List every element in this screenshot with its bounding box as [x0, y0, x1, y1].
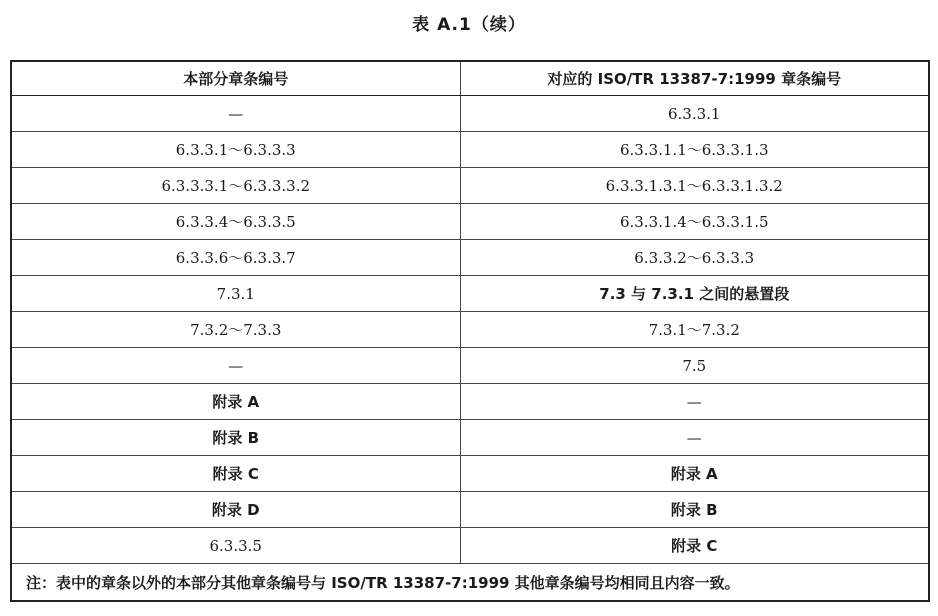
cell-iso: 6.3.3.1.4～6.3.3.1.5 [460, 204, 929, 240]
cell-this-part: 附录 B [11, 420, 460, 456]
table-row [11, 384, 929, 420]
cell-this-part: 7.3.2～7.3.3 [11, 312, 460, 348]
cell-iso: — [460, 420, 929, 456]
cell-this-part: 附录 A [11, 384, 460, 420]
cell-this-part: 6.3.3.5 [11, 528, 460, 564]
cell-this-part: — [11, 96, 460, 132]
cell-iso: 6.3.3.2～6.3.3.3 [460, 240, 929, 276]
table-row [11, 492, 929, 528]
cell-this-part: 6.3.3.4～6.3.3.5 [11, 204, 460, 240]
cell-this-part: — [11, 348, 460, 384]
cell-iso: — [460, 384, 929, 420]
table-row [11, 456, 929, 492]
cell-this-part: 附录 D [11, 492, 460, 528]
table-note-row [11, 564, 929, 602]
cell-iso: 附录 C [460, 528, 929, 564]
table-row [11, 132, 929, 168]
cell-iso: 附录 A [460, 456, 929, 492]
table-row [11, 312, 929, 348]
table-row [11, 168, 929, 204]
cell-this-part: 6.3.3.1～6.3.3.3 [11, 132, 460, 168]
table-note: 注：表中的章条以外的本部分其他章条编号与 ISO/TR 13387-7:1999 其他章条编号均相同且内容一致。 [11, 564, 929, 602]
table-row [11, 528, 929, 564]
header-this-part-clause: 本部分章条编号 [11, 61, 460, 96]
table-row [11, 420, 929, 456]
header-iso-clause: 对应的 ISO/TR 13387-7:1999 章条编号 [460, 61, 929, 96]
cell-iso: 7.3 与 7.3.1 之间的悬置段 [460, 276, 929, 312]
cell-iso: 6.3.3.1 [460, 96, 929, 132]
table-caption: 表 A.1（续） [412, 15, 526, 35]
table-row [11, 348, 929, 384]
table-row [11, 204, 929, 240]
cell-iso: 附录 B [460, 492, 929, 528]
cell-this-part: 附录 C [11, 456, 460, 492]
cell-iso: 6.3.3.1.1～6.3.3.1.3 [460, 132, 929, 168]
cell-this-part: 7.3.1 [11, 276, 460, 312]
correspondence-table [10, 60, 930, 602]
cell-this-part: 6.3.3.6～6.3.3.7 [11, 240, 460, 276]
cell-iso: 7.5 [460, 348, 929, 384]
cell-iso: 7.3.1～7.3.2 [460, 312, 929, 348]
table-row [11, 96, 929, 132]
table-row [11, 240, 929, 276]
cell-iso: 6.3.3.1.3.1～6.3.3.1.3.2 [460, 168, 929, 204]
correspondence-table-container [10, 60, 928, 602]
table-row [11, 276, 929, 312]
cell-this-part: 6.3.3.3.1～6.3.3.3.2 [11, 168, 460, 204]
table-header-row [11, 61, 929, 96]
